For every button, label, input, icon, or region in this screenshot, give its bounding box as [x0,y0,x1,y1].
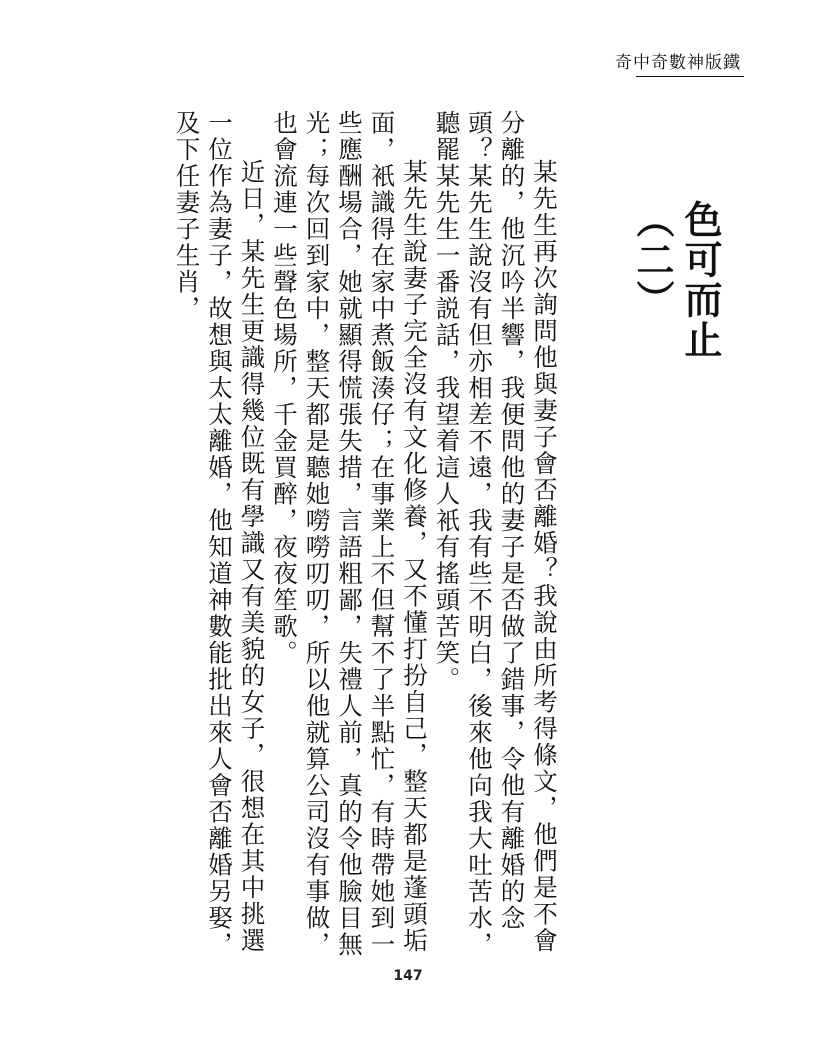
header-rule [636,76,744,77]
paragraph: 某先生說妻子完全沒有文化修養，又不懂打扮自己，整天都是蓬頭垢面，衹識得在家中煮飯湊仔；在事業上不但幫不了半點忙，有時帶她到一些應酬場合，她就顯得慌張失措，言語粗鄙，失禮人前，真的令他臉目無光；每次回到家中，整天都是聽她嘮嘮叨叨，所以他就算公司沒有事做，也會流連一些聲色場所，千金買醉，夜夜笙歌。 [270,110,429,958]
paragraph: 某先生再次詢問他與妻子會否離婚？我說由所考得條文，他們是不會分離的，他沉吟半響，我便問他的妻子是否做了錯事，令他有離婚的念頭？某先生說沒有但亦相差不遠，我有些不明白，後來他向我大吐苦水，聽罷某先生一番説話，我望着這人衹有搖頭苦笑。 [432,110,559,958]
chapter-title: 色可而止（二） [630,200,722,360]
book-title: 奇中奇數神版鐵 [615,53,741,73]
paragraph: 近日，某先生更識得幾位既有學識又有美貌的女子，很想在其中挑選一位作為妻子，故想與太太離婚，他知道神數能批出來人會否離婚另娶，及下任妻子生肖， [172,110,267,958]
body-text [170,110,560,970]
page-number: 147 [393,968,423,984]
